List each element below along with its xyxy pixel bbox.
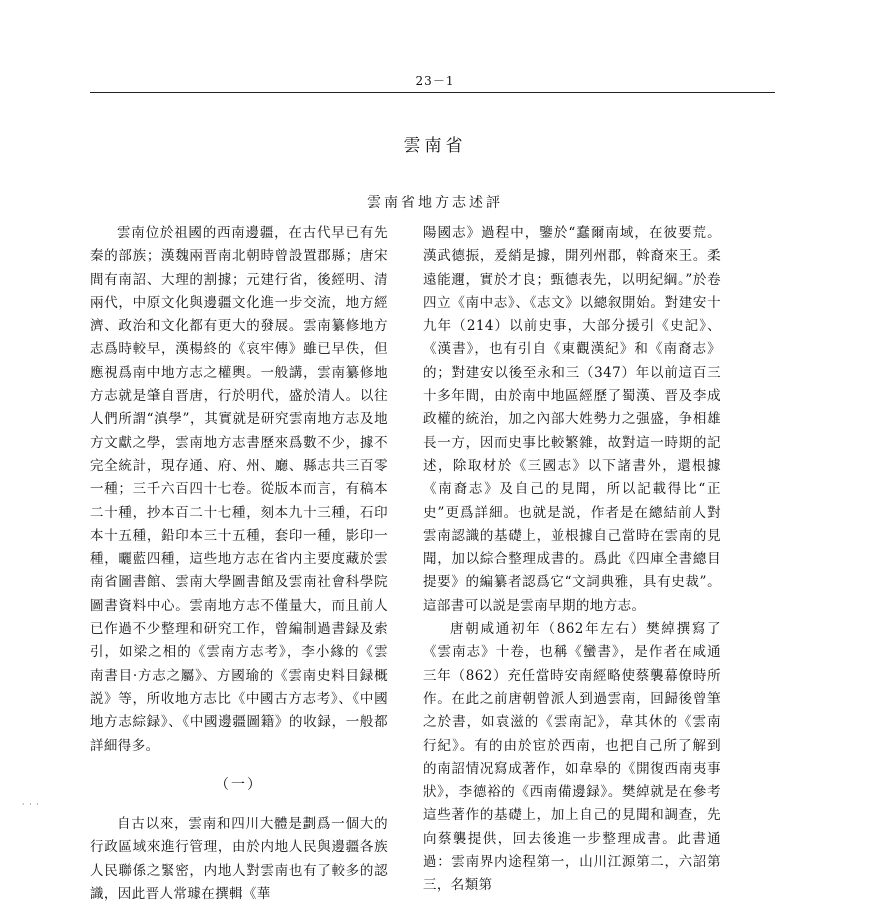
- column-divider: [405, 222, 406, 802]
- right-paragraph-2: 唐朝咸通初年（862年左右）樊綽撰寫了《雲南志》十卷，也稱《蠻書》，是作者在咸通三年（862）充任當時安南經略使蔡襲幕僚時所作。在此之前唐朝曾派人到過雲南，回歸後曾筆之於書，如袁滋的《雲南記》，韋其休的《雲南行紀》。有的由於宦於西南，也把自己所了解到的南詔情况寫成著作，如韋皋的《開復西南夷事狀》，李德裕的《西南備邊録》。樊綽就是在參考這些著作的基礎上，加上自己的見聞和調查，先向蔡襲提供，回去後進一步整理成書。此書通過：雲南界内途程第一，山川江源第二，六詔第三，名類第: [423, 621, 721, 894]
- left-column: [90, 222, 388, 906]
- page-number: 23－1: [415, 74, 455, 88]
- section-title: 雲南省: [403, 136, 467, 156]
- right-paragraph-1: 陽國志》過程中，鑒於“蠢爾南域，在彼要荒。漢武德振，爰綃是據，開列州郡，斡裔來王。柔遠能邇，實於才良；甄德表先，以明紀綱。”於卷四立《南中志》、《志文》以總叙開始。對建安十九年（214）以前史事，大部分援引《史記》、《漢書》，也有引自《東觀漢紀》和《南裔志》的；對建安以後至永和三（347）年以前這百三十多年間，由於南中地區經歷了蜀漢、晋及李成政權的統治，加之內部大姓勢力之强盛，争相雄長一方，因而史事比較繁雜，故對這一時期的記述，除取材於《三國志》以下諸書外，還根據《南裔志》及自己的見聞，所以記載得比“正史”更爲詳細。也就是説，作者是在總結前人對雲南認識的基礎上，並根據自己當時在雲南的見聞，加以綜合整理成書的。爲此《四庫全書總目提要》的編纂者認爲它“文詞典雅，具有史裁”。這部書可以説是雲南早期的地方志。: [423, 225, 721, 614]
- header-rule: [90, 92, 775, 93]
- right-column: [423, 222, 721, 898]
- left-paragraph-2: 自古以來，雲南和四川大體是劃爲一個大的行政區域來進行管理，由於内地人民與邊疆各族人民聯係之緊密，内地人對雲南也有了較多的認識，因此晋人常璩在撰輯《華: [90, 816, 388, 903]
- article-title: 雲南省地方志述評: [367, 195, 503, 211]
- left-paragraph-1: 雲南位於祖國的西南邊疆，在古代早已有先秦的部族；漢魏兩晋南北朝時曾設置郡縣；唐宋間有南詔、大理的割據；元建行省，後經明、清兩代，中原文化與邊疆文化進一步交流，地方經濟、政治和文化都有更大的發展。雲南纂修地方志爲時較早，漢楊終的《哀牢傳》雖已早佚，但應視爲南中地方志之權輿。一般講，雲南纂修地方志就是肇自晋唐，行於明代，盛於清人。以往人們所謂“滇學”，其實就是研究雲南地方志及地方文獻之學，雲南地方志書歷來爲數不少，據不完全統計，現存通、府、州、廳、縣志共三百零一種；三千六百四十七卷。從版本而言，有稿本二十種，抄本百二十七種，刻本九十三種，石印本十五種，鉛印本三十五種，套印一種，影印一種，曬藍四種，這些地方志在省内主要度藏於雲南省圖書館、雲南大學圖書館及雲南社會科學院圖書資料中心。雲南地方志不僅量大，而且前人已作過不少整理和研究工作，曾編制過書録及索引，如梁之相的《雲南方志考》，李小緣的《雲南書目·方志之屬》、方國瑜的《雲南史料目録概説》等，所收地方志比《中國古方志考》、《中國地方志綜録》、《中國邊疆圖籍》的收録，一般都詳細得多。: [90, 225, 388, 754]
- section-subhead: （一）: [215, 776, 263, 793]
- corner-mark: · · ·: [22, 800, 40, 809]
